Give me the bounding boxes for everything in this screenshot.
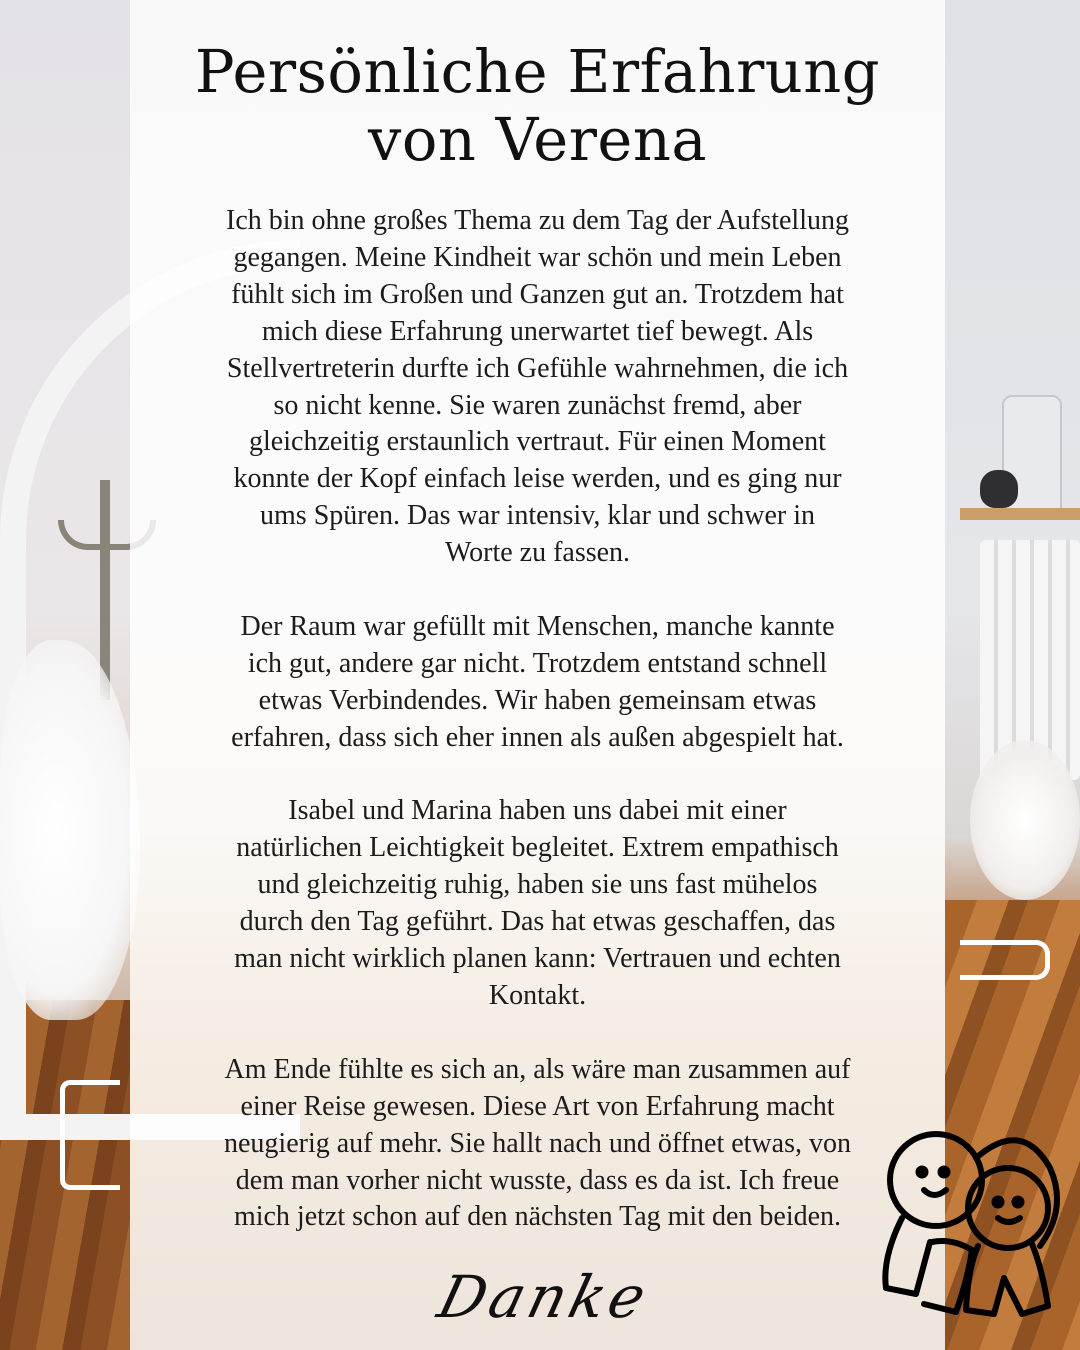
left-smile	[924, 1190, 946, 1195]
right-head	[968, 1168, 1048, 1248]
text-line: Am Ende fühlte es sich an, als wäre man zusammen auf	[224, 1053, 851, 1085]
two-smiling-figures-heart-icon	[872, 1118, 1072, 1318]
right-body	[966, 1246, 1004, 1314]
text-line: fühlt sich im Großen und Ganzen gut an. Trotzdem hat	[231, 278, 844, 310]
text-line: Kontakt.	[488, 980, 587, 1011]
text-line: Worte zu fassen.	[444, 537, 631, 569]
text-line: Ich bin ohne großes Thema zu dem Tag der Aufstellung	[226, 205, 849, 236]
paragraph	[160, 609, 915, 757]
fur-chair-right	[970, 740, 1080, 900]
text-line: ums Spüren. Das war intensiv, klar und schwer in	[260, 500, 815, 532]
vase	[980, 470, 1018, 508]
text-line: mich jetzt schon auf den nächsten Tag mit den beiden.	[233, 1201, 842, 1233]
title-line: Persönliche Erfahrung	[194, 37, 881, 106]
text-line: und gleichzeitig ruhig, haben sie uns fast mühelos	[257, 869, 818, 901]
right-figure-eye	[1015, 1199, 1022, 1206]
text-line: neugierig auf mehr. Sie hallt nach und öffnet etwas, von	[224, 1127, 851, 1159]
paragraph	[160, 203, 915, 572]
text-line: durch den Tag geführt. Das hat etwas geschaffen, das	[239, 906, 836, 938]
text-line: mich diese Erfahrung unerwartet tief bewegt. Als	[261, 315, 814, 347]
left-body	[885, 1218, 930, 1294]
text-line: konnte der Kopf einfach leise werden, und es ging nur	[233, 463, 842, 495]
text-line: so nicht kenne. Sie waren zunächst fremd, aber	[273, 389, 802, 421]
text-panel	[130, 0, 945, 1350]
right-body-lower	[1004, 1244, 1048, 1314]
text-line: gegangen. Meine Kindheit war schön und mein Leben	[233, 241, 842, 273]
text-line: ich gut, andere gar nicht. Trotzdem entstand schnell	[247, 647, 828, 679]
right-eye	[941, 1169, 948, 1176]
paragraph	[160, 793, 915, 1014]
right-figure-eye	[995, 1199, 1002, 1206]
text-line: man nicht wirklich planen kann: Vertrauen und echten	[234, 943, 841, 975]
left-eye	[919, 1169, 926, 1176]
text-line: gleichzeitig erstaunlich vertraut. Für einen Moment	[249, 426, 826, 458]
white-chair-left	[60, 1080, 120, 1190]
white-chair-right	[960, 940, 1050, 980]
text-line: natürlichen Leichtigkeit begleitet. Extrem empathisch	[236, 832, 839, 864]
title-line: von Verena	[367, 105, 707, 174]
signature: Danke	[431, 1263, 657, 1331]
text-line: Isabel und Marina haben uns dabei mit einer	[288, 795, 787, 827]
wooden-shelf	[960, 508, 1080, 520]
right-smile	[998, 1218, 1020, 1222]
testimonial-text	[160, 203, 915, 1273]
text-line: Stellvertreterin durfte ich Gefühle wahrnehmen, die ich	[226, 352, 849, 384]
page-title	[130, 38, 945, 174]
text-line: Der Raum war gefüllt mit Menschen, manche kannte	[240, 610, 835, 642]
text-line: etwas Verbindendes. Wir haben gemeinsam etwas	[258, 684, 817, 716]
paragraph	[160, 1052, 915, 1237]
text-line: erfahren, dass sich eher innen als außen abgespielt hat.	[231, 721, 844, 753]
text-line: einer Reise gewesen. Diese Art von Erfahrung macht	[240, 1090, 835, 1122]
text-line: dem man vorher nicht wusste, dass es da ist. Ich freue	[235, 1164, 840, 1196]
